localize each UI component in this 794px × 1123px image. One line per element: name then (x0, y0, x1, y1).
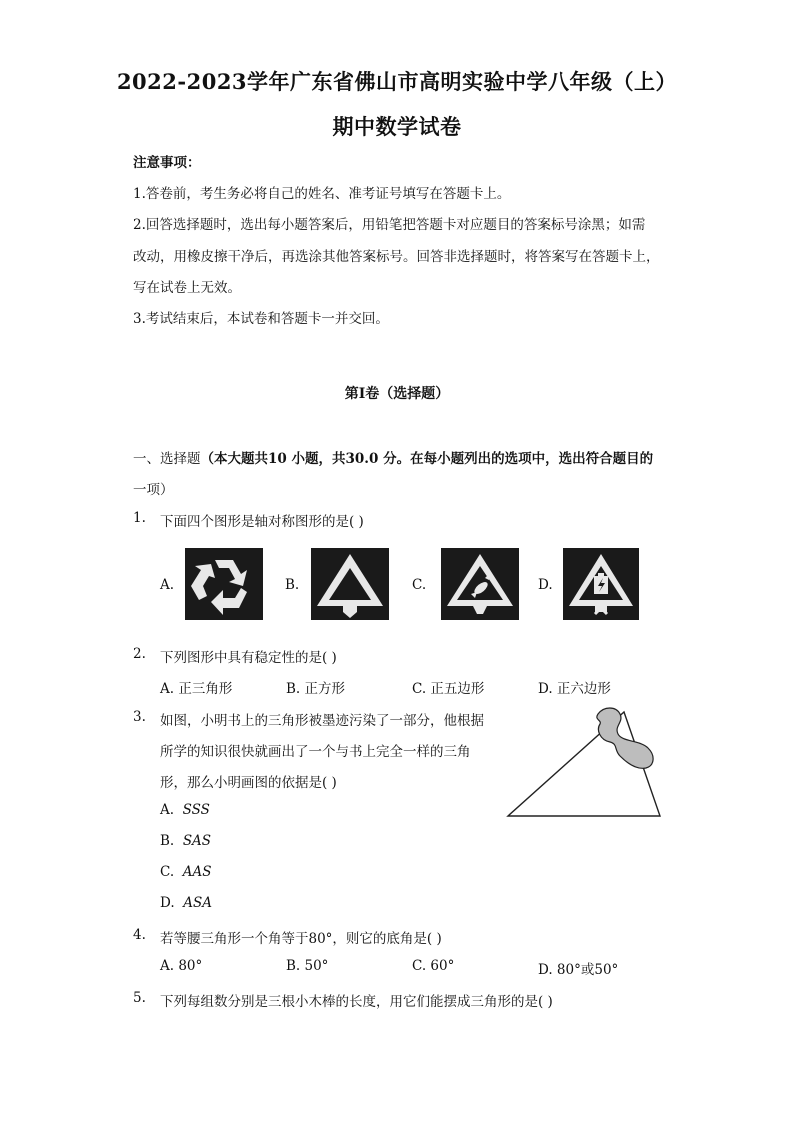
notice-item-2-line-1: 2.回答选择题时，选出每小题答案后，用铅笔把答题卡对应题目的答案标号涂黑；如需 (133, 217, 646, 233)
question-4-text: 若等腰三角形一个角等于80°，则它的底角是( ) (160, 931, 442, 947)
question-3-line-2: 所学的知识很快就画出了一个与书上完全一样的三角 (160, 744, 471, 760)
option-a: A. 80° (160, 958, 203, 974)
notice-item-3: 3.考试结束后，本试卷和答题卡一并交回。 (133, 311, 389, 327)
stained-triangle-figure (500, 700, 670, 825)
question-2-text: 下列图形中具有稳定性的是( ) (160, 650, 337, 666)
section-heading (133, 447, 653, 467)
question-number: 1. (133, 510, 146, 526)
option-label: C. (412, 577, 427, 593)
recycle-symbol-d (563, 548, 639, 620)
option-label: B. (285, 577, 300, 593)
notice-item-2-line-2: 改动，用橡皮擦干净后，再选涂其他答案标号。回答非选择题时，将答案写在答题卡上， (133, 249, 660, 265)
question-1-text: 下面四个图形是轴对称图形的是( ) (160, 514, 364, 530)
part-title: 第I卷（选择题） (344, 386, 450, 402)
notice-item-1: 1.答卷前，考生务必将自己的姓名、准考证号填写在答题卡上。 (133, 186, 511, 202)
recycle-symbol-c (441, 548, 519, 620)
section-label: 一、选择题 (133, 451, 201, 467)
option-c: C. AAS (160, 864, 212, 880)
page-title: 2022-2023学年广东省佛山市高明实验中学八年级（上） (116, 69, 678, 94)
question-3-line-1: 如图，小明书上的三角形被墨迹污染了一部分，他根据 (160, 713, 484, 729)
option-d: D. ASA (160, 895, 212, 911)
option-d: D. 正六边形 (538, 681, 611, 697)
section-heading-cont: 一项） (133, 482, 174, 498)
option-label: D. (538, 577, 553, 593)
option-a: A. SSS (160, 802, 210, 818)
question-number: 5. (133, 990, 146, 1006)
recycle-symbol-b (311, 548, 389, 620)
option-b: B. 50° (286, 958, 329, 974)
notice-heading: 注意事项： (133, 155, 201, 171)
option-label: A. (160, 577, 175, 593)
option-d: D. 80°或50° (538, 962, 619, 978)
notice-item-2-line-3: 写在试卷上无效。 (133, 280, 241, 296)
option-c: C. 正五边形 (412, 681, 485, 697)
section-instruction: （本大题共10 小题，共30.0 分。在每小题列出的选项中，选出符合题目的 (200, 451, 654, 467)
option-b: B. SAS (160, 833, 212, 849)
question-number: 4. (133, 927, 146, 943)
page-subtitle: 期中数学试卷 (332, 114, 462, 139)
option-b: B. 正方形 (286, 681, 346, 697)
recycle-symbol-a (185, 548, 263, 620)
question-3-line-3: 形，那么小明画图的依据是( ) (160, 775, 337, 791)
option-c: C. 60° (412, 958, 455, 974)
option-a: A. 正三角形 (160, 681, 233, 697)
question-5-text: 下列每组数分别是三根小木棒的长度，用它们能摆成三角形的是( ) (160, 994, 553, 1010)
question-number: 2. (133, 646, 146, 662)
question-number: 3. (133, 709, 146, 725)
